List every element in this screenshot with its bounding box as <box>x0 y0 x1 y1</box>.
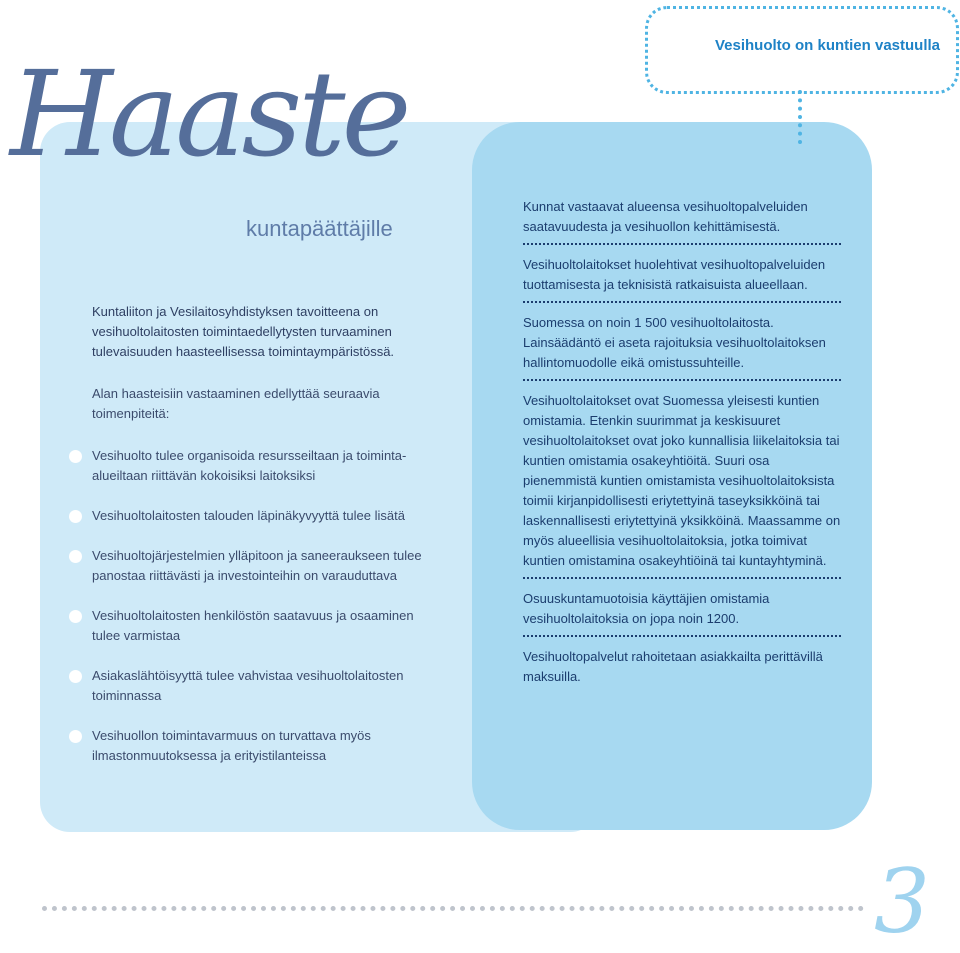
left-column <box>92 302 422 786</box>
fact-paragraph: Suomessa on noin 1 500 vesihuoltolaitosta. Lainsäädäntö ei aseta rajoituksia vesihuoltolaitoksen hallintomuodolle eikä omistussuhteille. <box>523 315 826 370</box>
lead-paragraph: Alan haasteisiin vastaaminen edellyttää seuraavia toimenpiteitä: <box>92 386 380 421</box>
fact-paragraph: Vesihuoltolaitokset ovat Suomessa yleisesti kuntien omistamia. Etenkin suurimmat ja keskisuuret vesihuoltolaitokset ovat joko kunnallisia liikelaitoksia tai kuntien omistamia osakeyhtiöitä. Suuri osa pienemmistä kuntien omistamista vesihuoltolaitoksista toimii kirjanpidollisesti eriytettyinä taseyksikköinä tai laskennallisesti eriytettyinä yksikköinä. Maassamme on myös alueellisia vesihuoltolaitoksia, jotka toimivat kuntien omistamina osakeyhtiöinä tai kuntayhtyminä. <box>523 393 841 568</box>
fact-paragraph: Vesihuoltolaitokset huolehtivat vesihuoltopalveluiden tuottamisesta ja teknisistä ratkaisuista alueellaan. <box>523 257 826 292</box>
bullet-item <box>92 606 422 646</box>
bullet-item <box>92 546 422 586</box>
bullet-item <box>92 446 422 486</box>
bullet-item <box>92 726 422 766</box>
page-title: Haaste <box>10 45 408 183</box>
bullet-dot-icon <box>69 730 82 743</box>
bullet-item <box>92 666 422 706</box>
bullet-text: Vesihuoltolaitosten talouden läpinäkyvyyttä tulee lisätä <box>92 508 405 523</box>
intro-paragraph: Kuntaliiton ja Vesilaitosyhdistyksen tavoitteena on vesihuoltolaitosten toimintaedellytysten turvaaminen tulevaisuuden haasteellisessa toimintaympäristössä. <box>92 304 395 359</box>
bullet-text: Vesihuoltojärjestelmien ylläpitoon ja saneeraukseen tulee panostaa riittävästi ja investointeihin on varauduttava <box>92 548 422 583</box>
dotted-separator <box>523 635 841 637</box>
dotted-separator <box>523 301 841 303</box>
fact-paragraph: Kunnat vastaavat alueensa vesihuoltopalveluiden saatavuudesta ja vesihuollon kehittämisestä. <box>523 199 808 234</box>
bullet-dot-icon <box>69 610 82 623</box>
bullet-item <box>92 506 422 526</box>
dotted-separator <box>523 243 841 245</box>
dotted-separator <box>523 379 841 381</box>
footer-dotted-line <box>42 906 864 911</box>
bullet-dot-icon <box>69 670 82 683</box>
dotted-connector <box>798 90 802 144</box>
bullet-text: Vesihuolto tulee organisoida resursseiltaan ja toiminta-alueiltaan riittävän kokoisiksi laitoksiksi <box>92 448 407 483</box>
bullet-dot-icon <box>69 510 82 523</box>
page-subtitle: kuntapäättäjille <box>246 216 393 241</box>
bullet-text: Vesihuoltolaitosten henkilöstön saatavuus ja osaaminen tulee varmistaa <box>92 608 414 643</box>
right-column <box>523 197 841 687</box>
bullet-text: Vesihuollon toimintavarmuus on turvattava myös ilmastonmuutoksessa ja erityistilanteissa <box>92 728 371 763</box>
heading-box <box>645 6 959 94</box>
fact-paragraph: Vesihuoltopalvelut rahoitetaan asiakkailta perittävillä maksuilla. <box>523 649 823 684</box>
bullet-dot-icon <box>69 550 82 563</box>
section-heading: Vesihuolto on kuntien vastuulla <box>714 37 940 54</box>
page-number: 3 <box>874 850 930 953</box>
bullet-dot-icon <box>69 450 82 463</box>
bullet-text: Asiakaslähtöisyyttä tulee vahvistaa vesihuoltolaitosten toiminnassa <box>92 668 404 703</box>
bullet-list <box>92 446 422 766</box>
dotted-separator <box>523 577 841 579</box>
fact-paragraph: Osuuskuntamuotoisia käyttäjien omistamia vesihuoltolaitoksia on jopa noin 1200. <box>523 591 770 626</box>
